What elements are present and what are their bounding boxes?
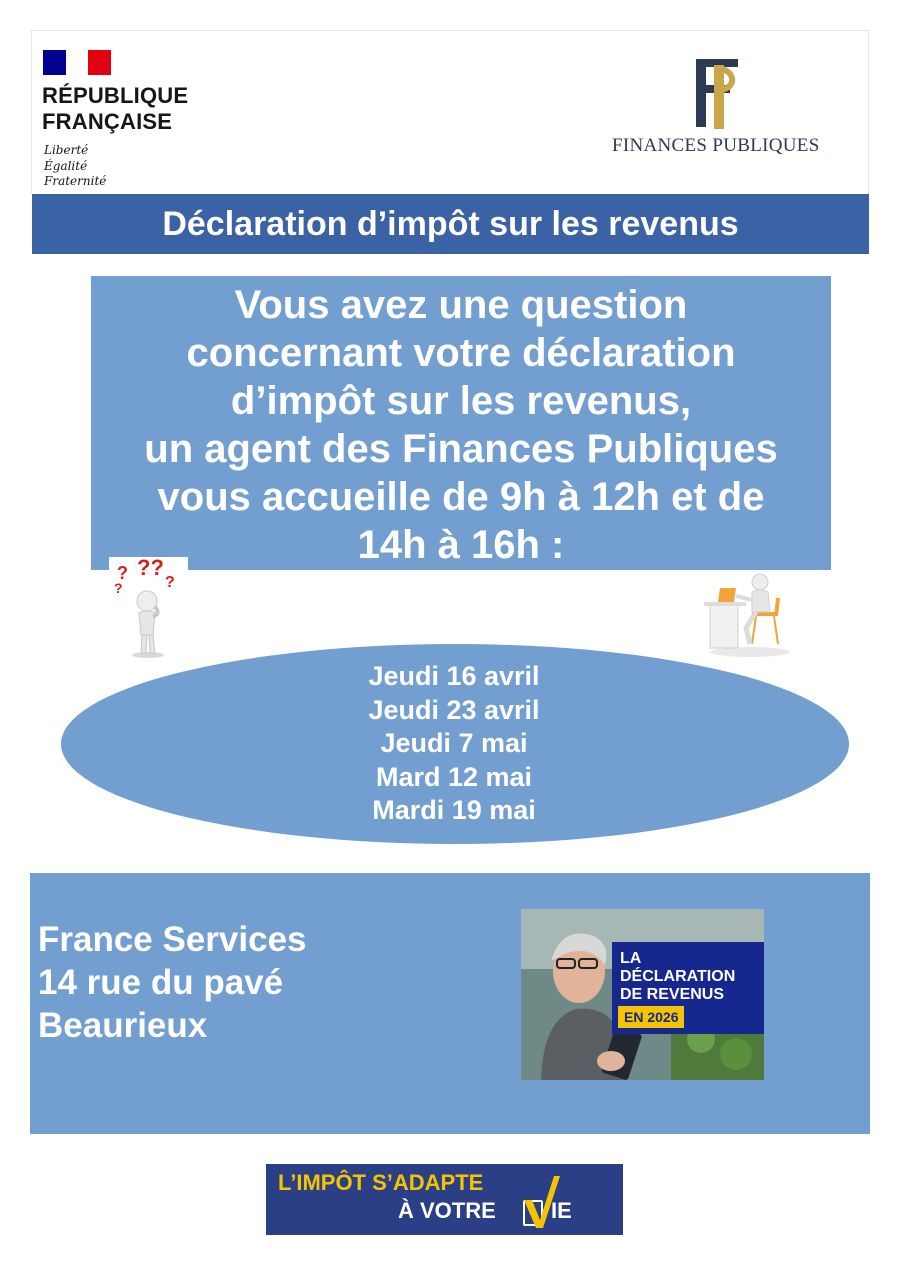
svg-text:??: ?? xyxy=(137,557,164,580)
address-street: 14 rue du pavé xyxy=(38,963,284,1002)
republic-line-2: FRANÇAISE xyxy=(42,109,173,134)
person-at-computer-icon xyxy=(690,570,796,658)
svg-text:?: ? xyxy=(165,574,175,591)
question-line: d’impôt sur les revenus, xyxy=(230,379,692,423)
question-line: 14h à 16h : xyxy=(357,523,565,567)
title-band xyxy=(32,194,869,254)
slogan-line-2: À VOTRE xyxy=(398,1198,496,1223)
address-venue: France Services xyxy=(38,920,307,959)
question-line: Vous avez une question xyxy=(234,283,688,327)
finances-publiques-label: FINANCES PUBLIQUES xyxy=(612,135,820,156)
french-flag-icon xyxy=(43,50,111,75)
date-item: Jeudi 7 mai xyxy=(380,728,528,758)
promo-line-1: LA xyxy=(620,950,642,967)
date-item: Mard 12 mai xyxy=(375,761,533,792)
republique-francaise-name xyxy=(42,83,188,135)
question-line: un agent des Finances Publiques xyxy=(144,427,778,471)
person-question-marks-icon xyxy=(109,557,188,660)
republic-motto xyxy=(44,143,106,190)
date-item: Jeudi 23 avril xyxy=(368,694,540,725)
date-item: Jeudi 16 avril xyxy=(368,661,540,691)
svg-text:?: ? xyxy=(114,580,123,596)
motto-fraternite: Fraternité xyxy=(44,174,107,188)
svg-text:?: ? xyxy=(117,563,128,583)
address-block xyxy=(38,918,307,1047)
promo-year-tag: EN 2026 xyxy=(618,1006,684,1028)
motto-egalite: Égalité xyxy=(44,158,88,173)
republic-line-1: RÉPUBLIQUE xyxy=(42,83,189,108)
slogan-line-1: L’IMPÔT S’ADAPTE xyxy=(278,1170,484,1195)
page-title: Déclaration d’impôt sur les revenus xyxy=(162,204,739,243)
date-item: Mardi 19 mai xyxy=(372,795,536,825)
promo-badge-text xyxy=(620,950,735,1004)
slogan-line-2-end: IE xyxy=(551,1198,572,1223)
question-text xyxy=(91,281,831,569)
question-line: concernant votre déclaration xyxy=(186,331,736,375)
promo-line-3: DE REVENUS xyxy=(620,986,725,1003)
finances-publiques-logo xyxy=(680,55,744,131)
dates-list xyxy=(254,660,654,828)
question-line: vous accueille de 9h à 12h et de xyxy=(157,475,765,519)
address-city: Beaurieux xyxy=(38,1006,208,1045)
motto-liberte: Liberté xyxy=(44,143,89,157)
promo-line-2: DÉCLARATION xyxy=(620,968,736,985)
